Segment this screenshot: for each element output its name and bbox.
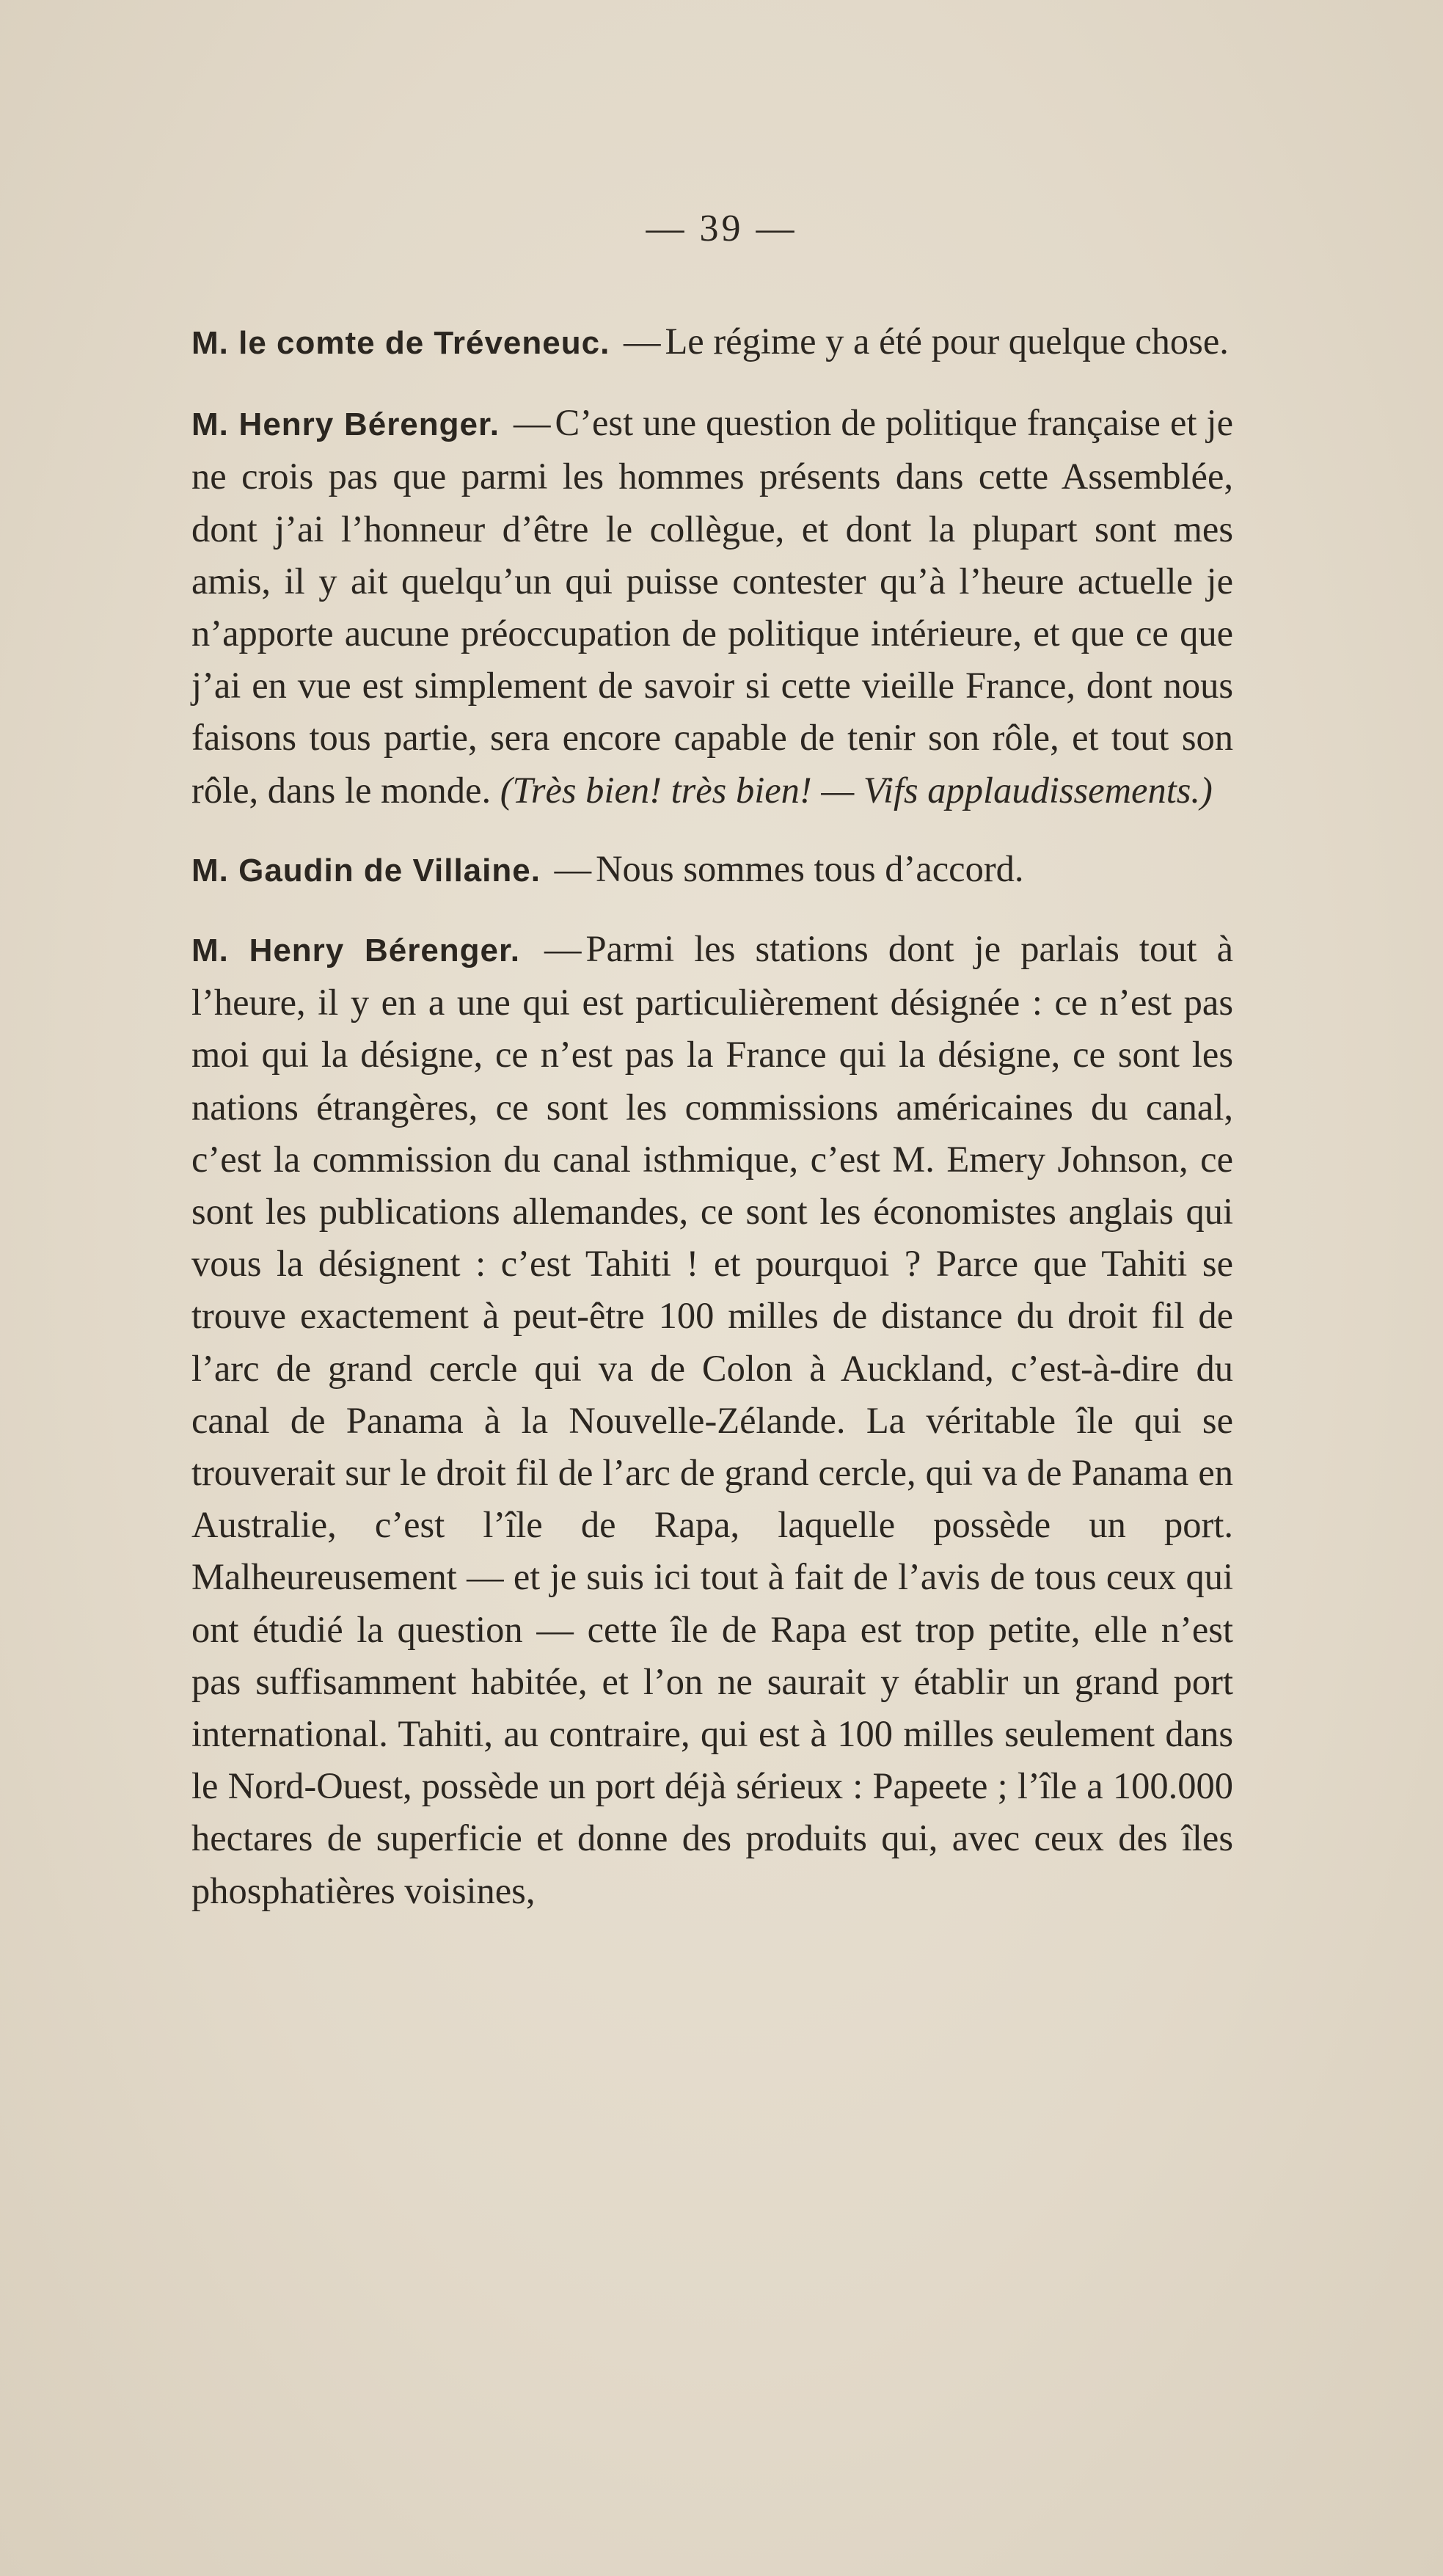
speech-text: Parmi les stations dont je parlais tout à l’heure, il y en a une qui est particulièrement désignée : ce n’est pas moi qui la désigne, ce n’est pas la France qui la désigne, ce sont les nations étrangères, ce sont les commissions américaines du canal, c’est la commission du canal isthmique, c’est M. Emery Johnson, ce sont les publications allemandes, ce sont les économistes anglais qui vous la désignent : c’est Tahiti ! et pourquoi ? Parce que Tahiti se trouve exactement à peut-être 100 milles de distance du droit fil de l’arc de grand cercle qui va de Colon à Auckland, c’est-à-dire du canal de Panama à la Nouvelle-Zélande. La véritable île qui se trouverait sur le droit fil de l’arc de grand cercle, qui va de Panama en Australie, c’est l’île de Rapa, laquelle possède un port. Malheureusement — et je suis ici tout à fait de l’avis de tous ceux qui ont étudié la question — cette île de Rapa est trop petite, elle n’est pas suffisamment habitée, et l’on ne saurait y établir un grand port international. Tahiti, au contraire, qui est à 100 milles seulement dans le Nord-Ouest, possède un port déjà sérieux : Papeete ; l’île a 100.000 hectares de superficie et donne des produits qui, avec ceux des îles phosphatières voisines,	[191, 928, 1233, 1911]
em-dash: —	[623, 321, 661, 362]
paragraph-berenger-1	[191, 397, 1233, 817]
speaker-name: M. le comte de Tréveneuc.	[191, 325, 610, 361]
em-dash: —	[544, 928, 582, 970]
speech-text: Nous sommes tous d’accord.	[596, 847, 1024, 889]
audience-reaction: (Très bien! très bien! — Vifs applaudissements.)	[500, 769, 1213, 811]
speaker-name: M. Gaudin de Villaine.	[191, 852, 541, 889]
paragraph-gaudin	[191, 843, 1233, 897]
speech-transcript	[191, 315, 1233, 1917]
paragraph-treveneuc	[191, 315, 1233, 369]
em-dash: —	[514, 402, 551, 444]
speech-text: Le régime y a été pour quelque chose.	[665, 321, 1229, 362]
speech-text: C’est une question de politique française et je ne crois pas que parmi les hommes présents dans cette Assemblée, dont j’ai l’honneur d’être le collègue, et dont la plupart sont mes amis, il y ait quelqu’un qui puisse contester qu’à l’heure actuelle je n’apporte aucune préoccupation de politique intérieure, et que ce que j’ai en vue est simplement de savoir si cette vieille France, dont nous faisons tous partie, sera encore capable de tenir son rôle, et tout son rôle, dans le monde.	[191, 402, 1233, 811]
speaker-name: M. Henry Bérenger.	[191, 933, 520, 969]
paragraph-berenger-2	[191, 923, 1233, 1917]
speaker-name: M. Henry Bérenger.	[191, 406, 500, 443]
page-number: — 39 —	[646, 208, 797, 249]
em-dash: —	[554, 847, 592, 889]
